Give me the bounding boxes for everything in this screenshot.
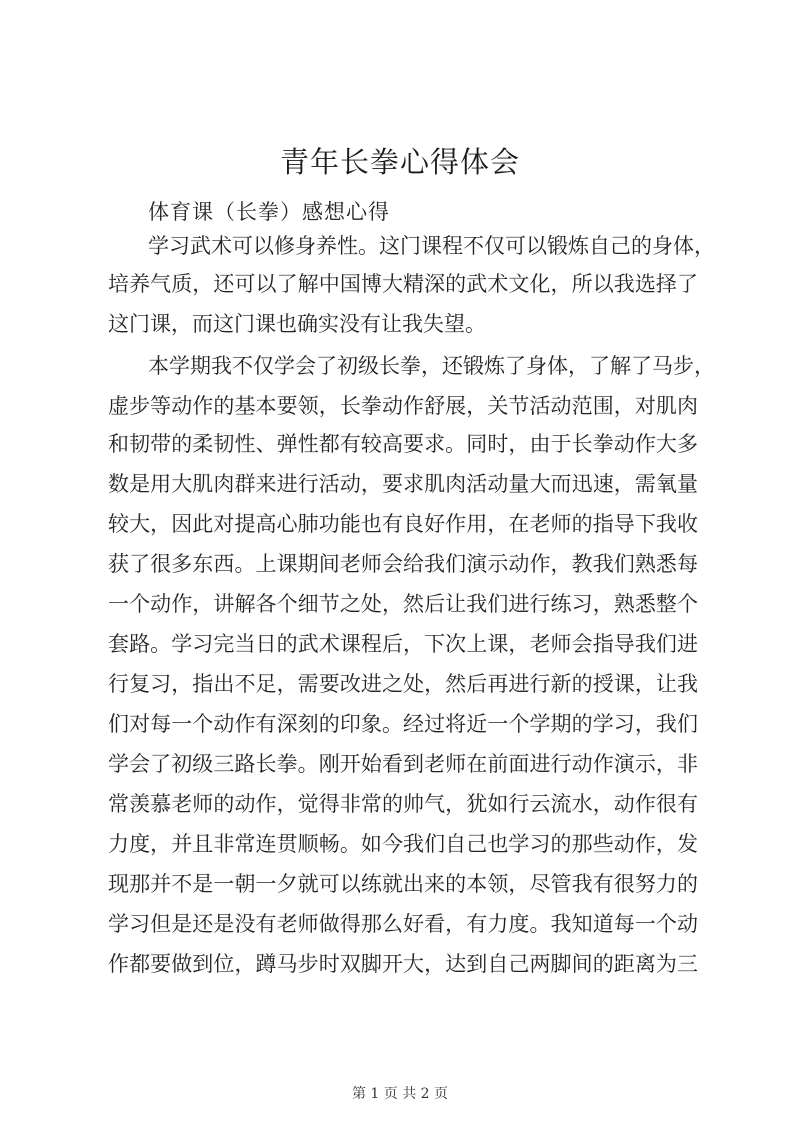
paragraph-2-line: 行复习，指出不足，需要改进之处，然后再进行新的授课，让我 <box>108 672 698 696</box>
paragraph-1-line: 学习武术可以修身养性。这门课程不仅可以锻炼自己的身体， <box>148 234 715 258</box>
paragraph-2-line: 作都要做到位，蹲马步时双脚开大，达到自己两脚间的距离为三 <box>108 952 698 976</box>
paragraph-2-line: 较大，因此对提高心肺功能也有良好作用，在老师的指导下我收 <box>108 512 698 536</box>
paragraph-2-line: 获了很多东西。上课期间老师会给我们演示动作，教我们熟悉每 <box>108 552 698 576</box>
paragraph-2-line: 们对每一个动作有深刻的印象。经过将近一个学期的学习，我们 <box>108 712 698 736</box>
paragraph-1-line: 这门课，而这门课也确实没有让我失望。 <box>108 312 486 336</box>
paragraph-2-line: 现那并不是一朝一夕就可以练就出来的本领，尽管我有很努力的 <box>108 872 698 896</box>
page-number-footer: 第 1 页 共 2 页 <box>351 1086 449 1102</box>
paragraph-1-line: 培养气质，还可以了解中国博大精深的武术文化，所以我选择了 <box>108 272 698 296</box>
paragraph-2-line: 数是用大肌肉群来进行活动，要求肌肉活动量大而迅速，需氧量 <box>108 472 698 496</box>
paragraph-2-line: 学习但是还是没有老师做得那么好看，有力度。我知道每一个动 <box>108 912 698 936</box>
paragraph-2-line: 虚步等动作的基本要领，长拳动作舒展，关节活动范围，对肌肉 <box>108 394 698 418</box>
paragraph-2-line: 常羡慕老师的动作，觉得非常的帅气，犹如行云流水，动作很有 <box>108 792 698 816</box>
paragraph-2-line: 一个动作，讲解各个细节之处，然后让我们进行练习，熟悉整个 <box>108 592 698 616</box>
paragraph-2-line: 和韧带的柔韧性、弹性都有较高要求。同时，由于长拳动作大多 <box>108 432 698 456</box>
document-subtitle: 体育课（长拳）感想心得 <box>148 200 390 224</box>
paragraph-2-line: 本学期我不仅学会了初级长拳，还锻炼了身体，了解了马步， <box>148 354 715 378</box>
paragraph-2-line: 力度，并且非常连贯顺畅。如今我们自己也学习的那些动作，发 <box>108 832 698 856</box>
paragraph-2-line: 套路。学习完当日的武术课程后，下次上课，老师会指导我们进 <box>108 632 698 656</box>
document-title: 青年长拳心得体会 <box>279 145 520 179</box>
paragraph-2-line: 学会了初级三路长拳。刚开始看到老师在前面进行动作演示，非 <box>108 752 698 776</box>
